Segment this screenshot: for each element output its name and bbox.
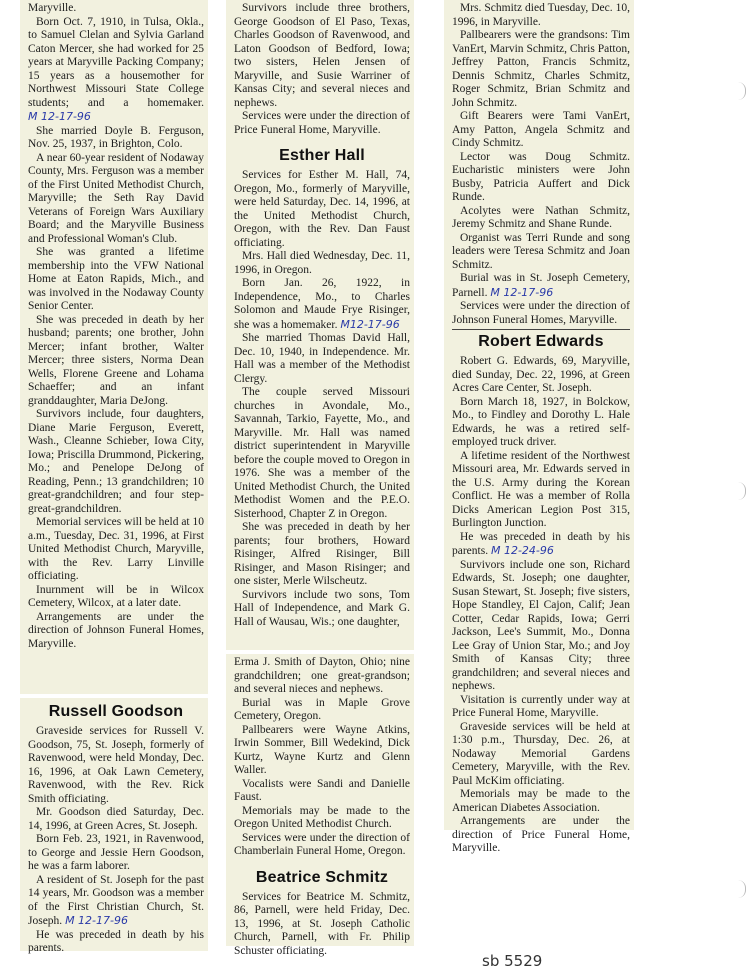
paragraph: Pallbearers were Wayne Atkins, Irwin Sommer, Bill Wedekind, Dick Kurtz, Wayne Kurtz and Glenn Waller. (234, 723, 410, 776)
paragraph: Services were under the direction of Price Funeral Home, Maryville. (234, 110, 410, 136)
paragraph: Born March 18, 1927, in Bolckow, Mo., to Findley and Dorothy L. Hale Edwards, he was a retired self-employed truck driver. (452, 395, 630, 448)
paragraph: Services for Beatrice M. Schmitz, 86, Parnell, were held Friday, Dec. 13, 1996, at St. Joseph Catholic Church, Parnell, with Fr. Philip Schuster officiating. (234, 890, 410, 957)
paragraph: Visitation is currently under way at Price Funeral Home, Maryville. (452, 693, 630, 719)
paragraph: A lifetime resident of the Northwest Missouri area, Mr. Edwards served in the U.S. Army during the Korean Conflict. He was a member of Rolla Dicks American Legion Post 315, Burlington Junction. (452, 449, 630, 529)
paragraph: A near 60-year resident of Nodaway County, Mrs. Ferguson was a member of the First United Methodist Church, Maryville; the Seth Ray David Veterans of Foreign Wars Auxiliary Board; and the Maryville Business and Professional Woman's Club. (28, 151, 204, 245)
paragraph: Graveside services for Russell V. Goodson, 75, St. Joseph, formerly of Ravenwood, were held Monday, Dec. 16, 1996, at Oak Lawn Cemetery, Ravenwood, with the Rev. Rick Smith officiating. (28, 725, 204, 805)
paragraph: She married Thomas David Hall, Dec. 10, 1940, in Independence. Mr. Hall was a member of the Methodist Clergy. (234, 332, 410, 385)
goodson-obituary-clipping (20, 698, 208, 954)
paragraph: Acolytes were Nathan Schmitz, Jeremy Schmitz and Shane Runde. (452, 204, 630, 230)
obituary-heading: Esther Hall (279, 147, 365, 164)
paragraph: Survivors include, four daughters, Diane Marie Ferguson, Everett, Wash., Cleanne Schieber, Iowa City, Iowa; Priscilla Drummond, Pickering, Mo.; and Penelope DeJong of Reading, Penn.; 13 grandchildren; 10 great-grandchildren; and four step-great-grandchildren. (28, 408, 204, 515)
ferguson-obituary-clipping (20, 0, 208, 694)
paragraph: Erma J. Smith of Dayton, Ohio; nine grandchildren; one great-grandson; and several nieces and nephews. (234, 656, 410, 695)
obituary-heading: Robert Edwards (478, 333, 604, 350)
hall-obituary-clipping (226, 0, 414, 650)
divider (452, 329, 630, 330)
paragraph: Survivors include two sons, Tom Hall of Independence, and Mark G. Hall of Wausau, Wis.; one daughter, (234, 588, 410, 628)
edwards-obituary-clipping (444, 0, 634, 854)
obituary-heading: Beatrice Schmitz (255, 868, 389, 886)
paragraph: Lector was Doug Schmitz. Eucharistic ministers were John Busby, Patricia Auffert and Dick Runde. (452, 150, 630, 203)
paragraph: Graveside services will be held at 1:30 p.m., Thursday, Dec. 26, at Nodaway Memorial Gardens Cemetery, Maryville, with the Rev. Paul McKim officiating. (452, 720, 630, 787)
paragraph: Robert G. Edwards, 69, Maryville, died Sunday, Dec. 22, 1996, at Green Acres Care Center, St. Joseph. (452, 355, 630, 394)
paragraph: Arrangements are under the direction of Price Funeral Home, Maryville. (452, 815, 630, 854)
paragraph: Born Oct. 7, 1910, in Tulsa, Okla., to Samuel Clelan and Sylvia Garland Caton Mercer, she had worked for 25 years at Maryville Packing Company; 15 years as a housemother for Northwest Missouri State College students; and a homemaker. M 12-17-96 (28, 15, 204, 123)
paragraph: A resident of St. Joseph for the past 14 years, Mr. Goodson was a member of the First Christian Church, St. Joseph. M 12-17-96 (28, 873, 204, 927)
obituary-heading: Russell Goodson (48, 703, 184, 720)
paragraph: She was preceded in death by her husband; parents; one brother, John Mercer; infant brother, Walter Mercer; three sisters, Norma Dean Wells, Florene Greene and Lohama Schaeffer; and an infant granddaughter, Maria DeJong. (28, 313, 204, 407)
binder-hole-mark (735, 880, 746, 898)
paragraph: Memorials may be made to the Oregon United Methodist Church. (234, 804, 410, 830)
paragraph: Memorials may be made to the American Diabetes Association. (452, 788, 630, 814)
paragraph: Maryville. (28, 2, 77, 14)
paragraph: He was preceded in death by his parents. M 12-24-96 (452, 530, 630, 557)
paragraph: Mrs. Hall died Wednesday, Dec. 11, 1996, in Oregon. (234, 250, 410, 276)
paragraph: Born Jan. 26, 1922, in Independence, Mo., to Charles Solomon and Maude Frye Risinger, she was a homemaker. M12-17-96 (234, 277, 410, 331)
paragraph: The couple served Missouri churches in Avondale, Mo., Savannah, Tarkio, Fayette, Mo., and Maryville. Mr. Hall was named district superintendent in Maryville before the couple moved to Oregon in 1976. She was a member of the United Methodist Church, the United Methodist Women and the P.E.O. Sisterhood, Chapter Z in Oregon. (234, 386, 410, 520)
binder-hole-mark (735, 82, 746, 100)
paragraph: Services were under the direction of Johnson Funeral Homes, Maryville. (452, 300, 630, 326)
paragraph: Survivors include three brothers, George Goodson of El Paso, Texas, Charles Goodson of Ravenwood, and Laton Goodson of Bedford, Iowa; two sisters, Helen Jensen of Maryville, and Susie Warriner of Kansas City; and several nieces and nephews. (234, 2, 410, 109)
paragraph: Organist was Terri Runde and song leaders were Teresa Schmitz and Joan Schmitz. (452, 231, 630, 271)
paragraph: Born Feb. 23, 1921, in Ravenwood, to George and Jessie Hern Goodson, he was a farm laborer. (28, 833, 204, 872)
paragraph: Gift Bearers were Tami VanErt, Amy Patton, Angela Schmitz and Cindy Schmitz. (452, 110, 630, 149)
paragraph: Memorial services will be held at 10 a.m., Tuesday, Dec. 31, 1996, at First United Methodist Church, Maryville, with the Rev. Larry Linville officiating. (28, 516, 204, 582)
paragraph: Pallbearers were the grandsons: Tim VanErt, Marvin Schmitz, Chris Patton, Jeffrey Patton, Francis Schmitz, Dennis Schmitz, Charles Schmitz, Roger Schmitz, Brian Schmitz and John Schmitz. (452, 29, 630, 109)
binder-hole-mark (735, 482, 746, 500)
schmitz-obituary-clipping (226, 654, 414, 957)
handwritten-date-note: M 12-17-96 (490, 285, 554, 299)
paragraph: Burial was in Maple Grove Cemetery, Oregon. (234, 696, 410, 722)
paragraph: Vocalists were Sandi and Danielle Faust. (234, 777, 410, 803)
handwritten-date-note: M 12-24-96 (490, 544, 554, 557)
handwritten-date-note: M 12-17-96 (65, 914, 128, 927)
paragraph: Mr. Goodson died Saturday, Dec. 14, 1996, at Green Acres, St. Joseph. (28, 806, 204, 832)
paragraph: Services were under the direction of Chamberlain Funeral Home, Oregon. (234, 831, 410, 857)
paragraph: Survivors include one son, Richard Edwards, St. Joseph; one daughter, Susan Stewart, St. Joseph; five sisters, Hope Standley, El Cajon, Calif; Jean Cotter, Cedar Rapids, Iowa; Gerri Jackson, Lee's Summit, Mo., Donna Lee Gray of Union Star, Mo.; and Joy Smith of Kansas City; three grandchildren; and several nieces and nephews. (452, 558, 630, 692)
paragraph: She was granted a lifetime membership into the VFW National Home at Eaton Rapids, Mich., and was involved in the Nodaway County Senior Center. (28, 246, 204, 312)
archive-reference-number: sb 5529 (482, 952, 543, 970)
paragraph: Services for Esther M. Hall, 74, Oregon, Mo., formerly of Maryville, were held Saturday, Dec. 14, 1996, at the United Methodist Church, Oregon, with the Rev. Dan Faust officiating. (234, 169, 410, 249)
paragraph: He was preceded in death by his parents. (28, 928, 204, 954)
handwritten-date-note: M12-17-96 (340, 317, 400, 331)
handwritten-date-note: M 12-17-96 (28, 110, 91, 123)
paragraph: Burial was in St. Joseph Cemetery, Parnell. M 12-17-96 (452, 272, 630, 299)
paragraph: She married Doyle B. Ferguson, Nov. 25, 1937, in Brighton, Colo. (28, 124, 204, 150)
paragraph: She was preceded in death by her parents; four brothers, Howard Risinger, Alfred Risinger, Bill Risinger, and Mason Risinger; and one sister, Merle Wilscheutz. (234, 521, 410, 587)
paragraph: Mrs. Schmitz died Tuesday, Dec. 10, 1996, in Maryville. (452, 2, 630, 28)
paragraph: Inurnment will be in Wilcox Cemetery, Wilcox, at a later date. (28, 583, 204, 609)
paragraph: Arrangements are under the direction of Johnson Funeral Homes, Maryville. (28, 610, 204, 650)
